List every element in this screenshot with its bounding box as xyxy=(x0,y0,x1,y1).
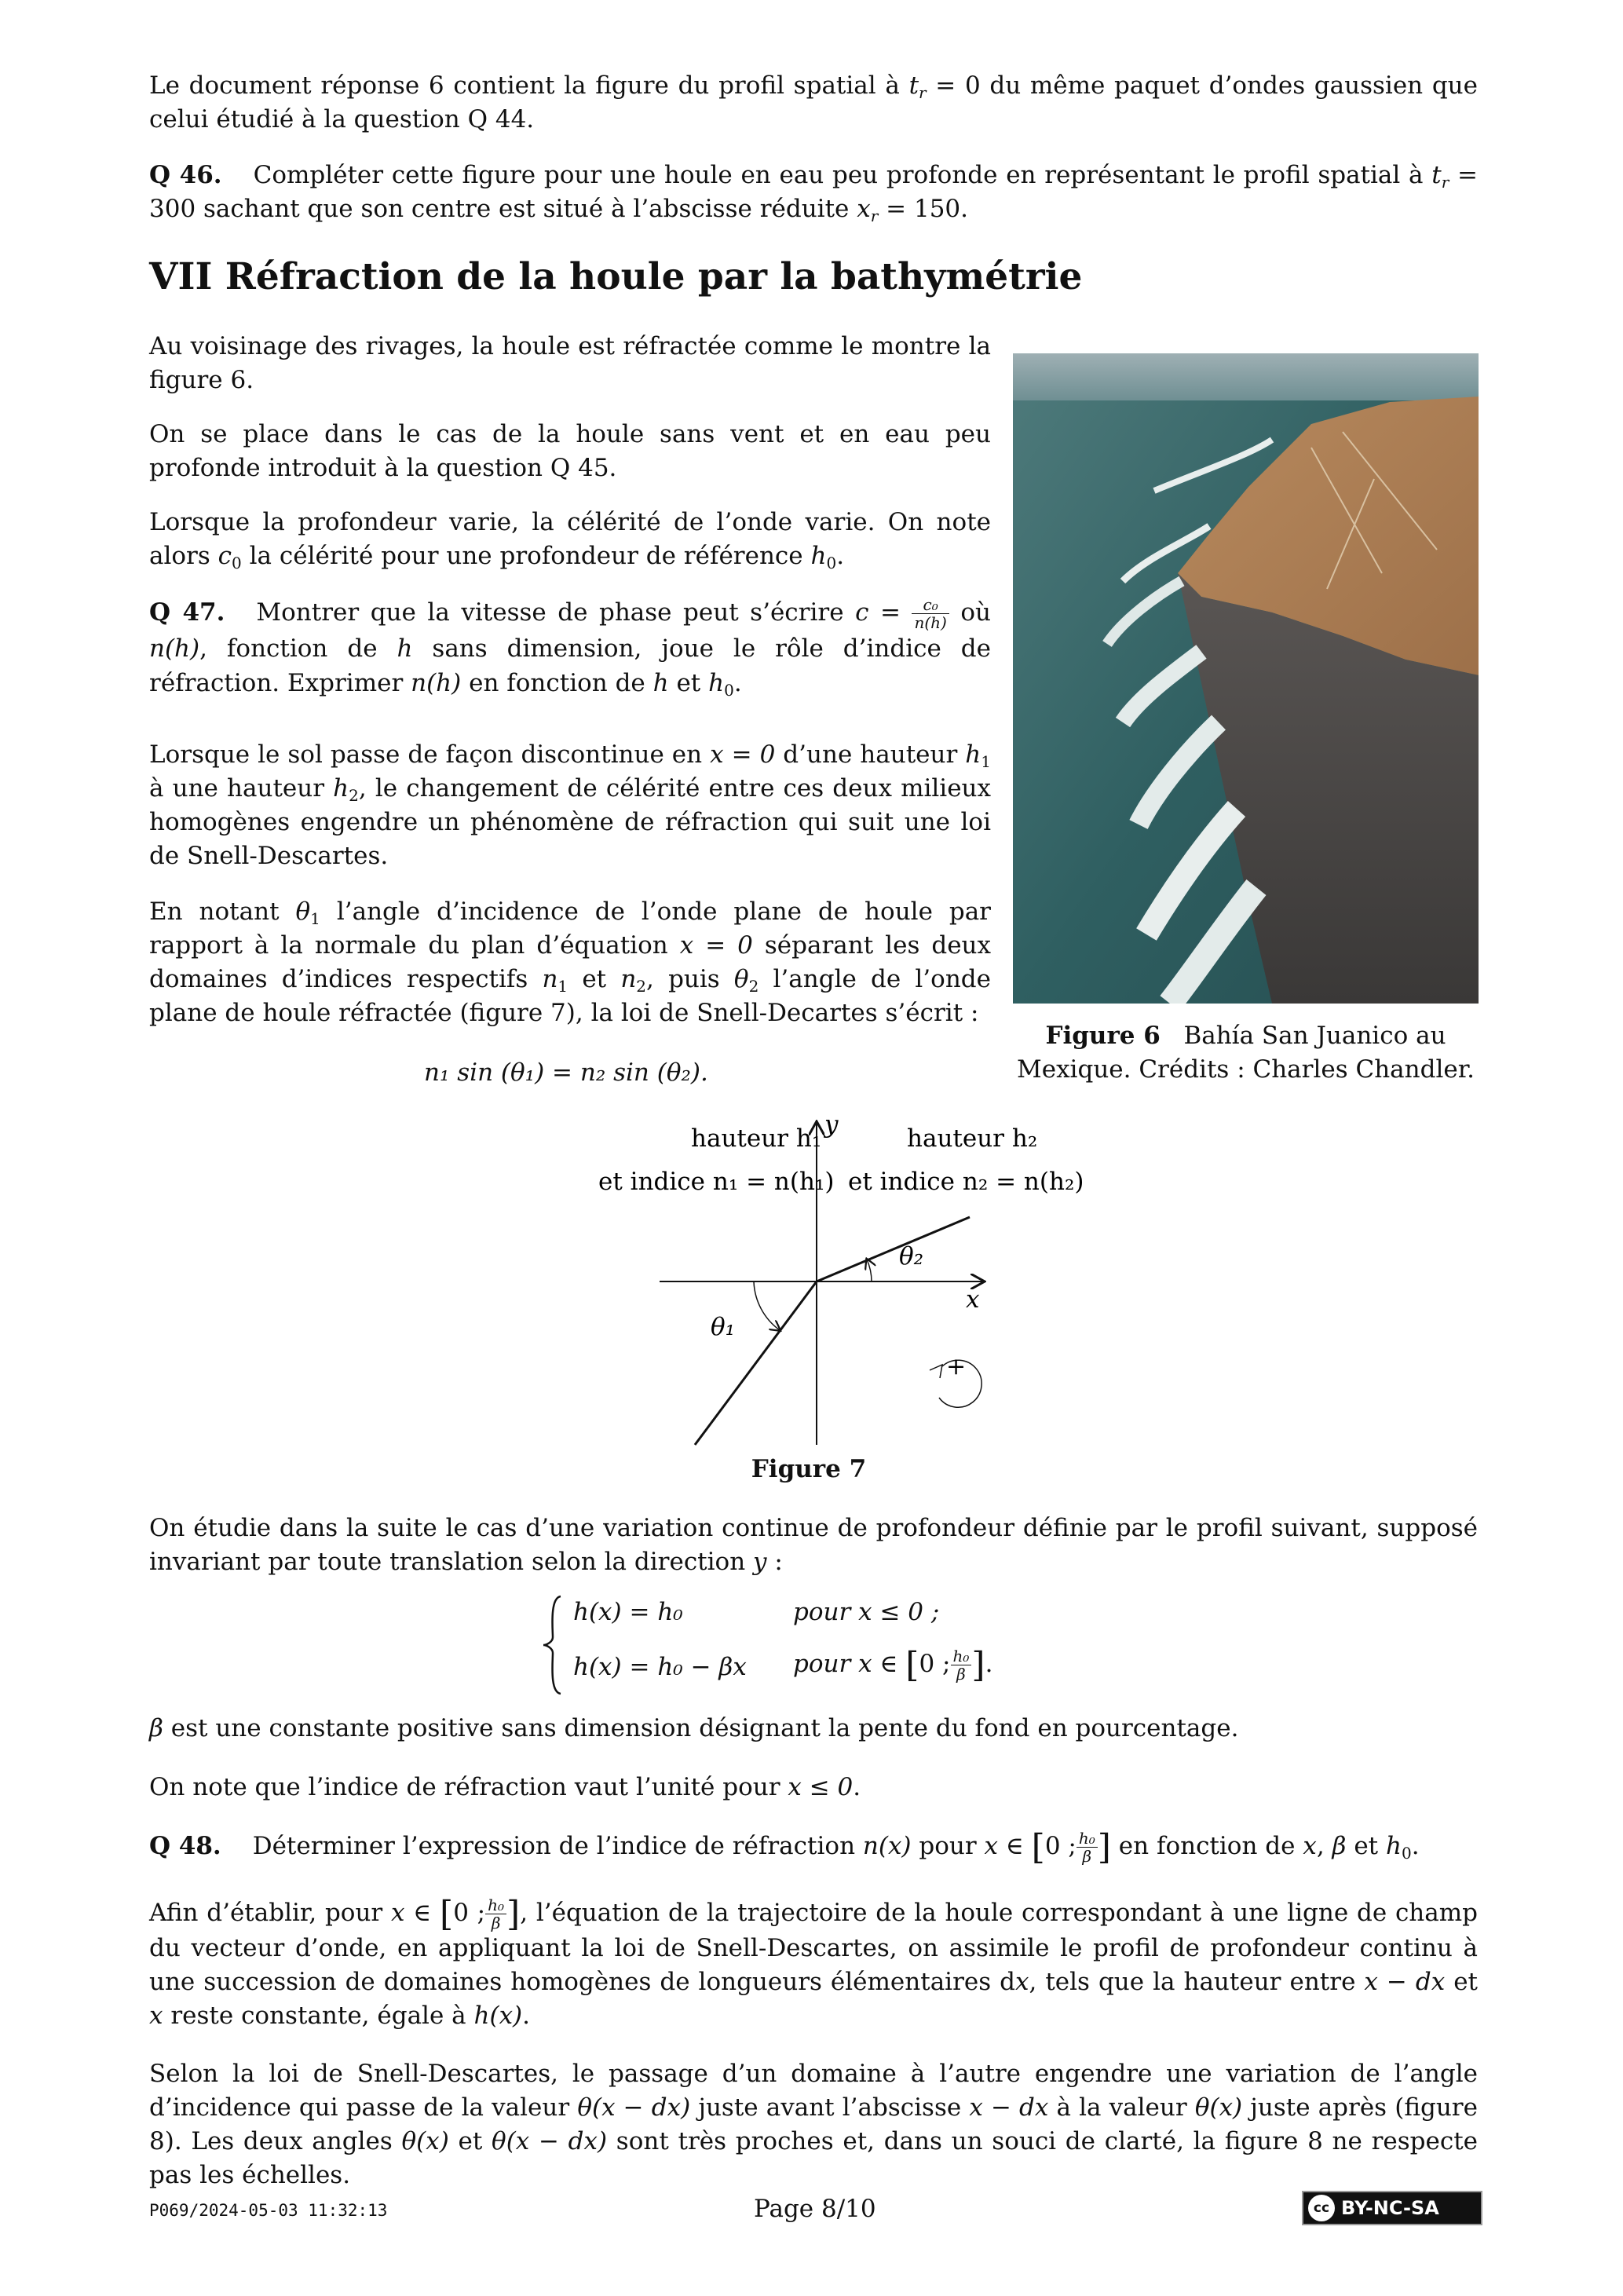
theta1-arc xyxy=(754,1281,780,1330)
question-label: Q 48. xyxy=(149,1832,221,1860)
refraction-diagram xyxy=(503,1099,1099,1468)
paragraph-10: Selon la loi de Snell-Descartes, le passage d’un domaine à l’autre engendre une variation de l’angle d’incidence qui passe de la valeur θ(x − dx) juste avant l’abscisse x − dx à la valeur θ(x) juste après (figure 8). Les deux angles θ(x) et θ(x − dx) sont très proches et, dans un souci de clarté, la figure 8 ne respecte pas les échelles. xyxy=(149,2060,1478,2189)
paragraph-1: Au voisinage des rivages, la houle est réfractée comme le montre la figure 6. xyxy=(149,332,991,394)
license-badge: cc BY-NC-SA xyxy=(1302,2191,1482,2225)
paragraph-4: Lorsque le sol passe de façon discontinue en x = 0 d’une hauteur $h_1$ à une hauteur $h_2$, le changement de célérité entre ces deux milieux homogènes engendre un phénomène de réfraction qui suit une loi de Snell-Descartes. xyxy=(149,740,992,870)
figure-7-caption: Figure 7 xyxy=(751,1455,867,1483)
question-label: Q 47. xyxy=(149,598,225,627)
left-brace xyxy=(542,1590,565,1700)
left-medium-height: hauteur h₁ xyxy=(691,1124,822,1153)
question-label: Q 46. xyxy=(149,161,222,189)
refracted-ray xyxy=(817,1217,970,1281)
paragraph-6: On étudie dans la suite le cas d’une variation continue de profondeur définie par le profil suivant, supposé invariant par toute translation selon la direction y : xyxy=(149,1514,1478,1576)
theta2-label: θ₂ xyxy=(899,1242,924,1270)
orientation-plus: + xyxy=(946,1353,967,1380)
figure-6-caption: Figure 6 Bahía San Juanico au Mexique. Crédits : Charles Chandler. xyxy=(1016,1022,1475,1084)
paragraph-2: On se place dans le cas de la houle sans vent et en eau peu profonde introduit à la question Q 45. xyxy=(149,420,991,482)
question-48: Q 48. Déterminer l’expression de l’indice de réfraction n(x) pour x ∈ [0 ; $\frac{\text{h₀}}{\beta}$ ] en fonction de x, β et $h_0$. xyxy=(149,1827,1420,1867)
fraction: $\frac{\text{c₀}}{n(h)}$ xyxy=(912,596,949,631)
page-number: Page 8/10 xyxy=(754,2195,876,2223)
paragraph-5: En notant $\theta_1$ l’angle d’incidence de l’onde plane de houle par rapport à la normale du plan d’équation x = 0 séparant les deux domaines d’indices respectifs $n_1$ et $n_2$, puis $\theta_2$ l’angle de l’onde plane de houle réfractée (figure 7), la loi de Snell-Decartes s’écrit : xyxy=(149,898,992,1027)
paragraph-3: Lorsque la profondeur varie, la célérité de l’onde varie. On note alors $c_0$ la célérité pour une profondeur de référence $h_0$. xyxy=(149,508,991,572)
coastline-photo xyxy=(1013,353,1479,1004)
right-medium-index: et indice n₂ = n(h₂) xyxy=(848,1168,1084,1196)
intro-paragraph: Le document réponse 6 contient la figure du profil spatial à $t_r = 0$ du même paquet d’ondes gaussien que celui étudié à la question Q 44. xyxy=(149,71,1478,133)
paragraph-8: On note que l’indice de réfraction vaut l’unité pour x ≤ 0. xyxy=(149,1773,861,1801)
left-medium-index: et indice n₁ = n(h₁) xyxy=(598,1168,835,1196)
theta1-label: θ₁ xyxy=(711,1313,736,1341)
x-axis-label: x xyxy=(966,1285,980,1314)
right-medium-height: hauteur h₂ xyxy=(907,1124,1038,1153)
snell-equation: n₁ sin (θ₁) = n₂ sin (θ₂). xyxy=(424,1058,708,1087)
y-axis-label: y xyxy=(824,1110,839,1139)
question-46: Q 46. Compléter cette figure pour une houle en eau peu profonde en représentant le profil spatial à $t_r = 300$ sachant que son centre est situé à l’abscisse réduite $x_r = 150$. xyxy=(149,161,1478,225)
incident-ray xyxy=(695,1281,817,1445)
creative-commons-icon: cc xyxy=(1308,2195,1335,2221)
paragraph-9: Afin d’établir, pour x ∈ [0 ; $\frac{\text{h₀}}{\beta}$ ], l’équation de la trajectoire de la houle correspondant à une ligne de champ du vecteur d’onde, en appliquant la loi de Snell-Descartes, on assimile le profil de profondeur continu à une succession de domaines homogènes de longueurs élémentaires dx, tels que la hauteur entre x − dx et x reste constante, égale à h(x). xyxy=(149,1894,1478,2030)
orientation-arrowhead xyxy=(930,1365,942,1378)
coastline-image xyxy=(1013,353,1479,1004)
section-heading: VII Réfraction de la houle par la bathymétrie xyxy=(149,255,1083,298)
system-interval: pour x ∈ [0 ; $\frac{\text{h₀}}{\beta}$ ]. xyxy=(793,1645,993,1685)
document-reference: P069/2024-05-03 11:32:13 xyxy=(149,2201,388,2220)
paragraph-7: β est une constante positive sans dimension désignant la pente du fond en pourcentage. xyxy=(149,1714,1239,1742)
depth-profile-system: h(x) = h₀ pour x ≤ 0 ; h(x) = h₀ − βx pour x ∈ [0 ; $\frac{\text{h₀}}{\beta}$ ]. xyxy=(542,1590,1091,1700)
question-47: Q 47. Montrer que la vitesse de phase peut s’écrire c = $\frac{\text{c₀}}{n(h)}$ où n(h), fonction de h sans dimension, joue le rôle d’indice de réfraction. Exprimer n(h) en fonction de h et $h_0$. xyxy=(149,595,991,700)
theta2-arc xyxy=(867,1260,872,1281)
